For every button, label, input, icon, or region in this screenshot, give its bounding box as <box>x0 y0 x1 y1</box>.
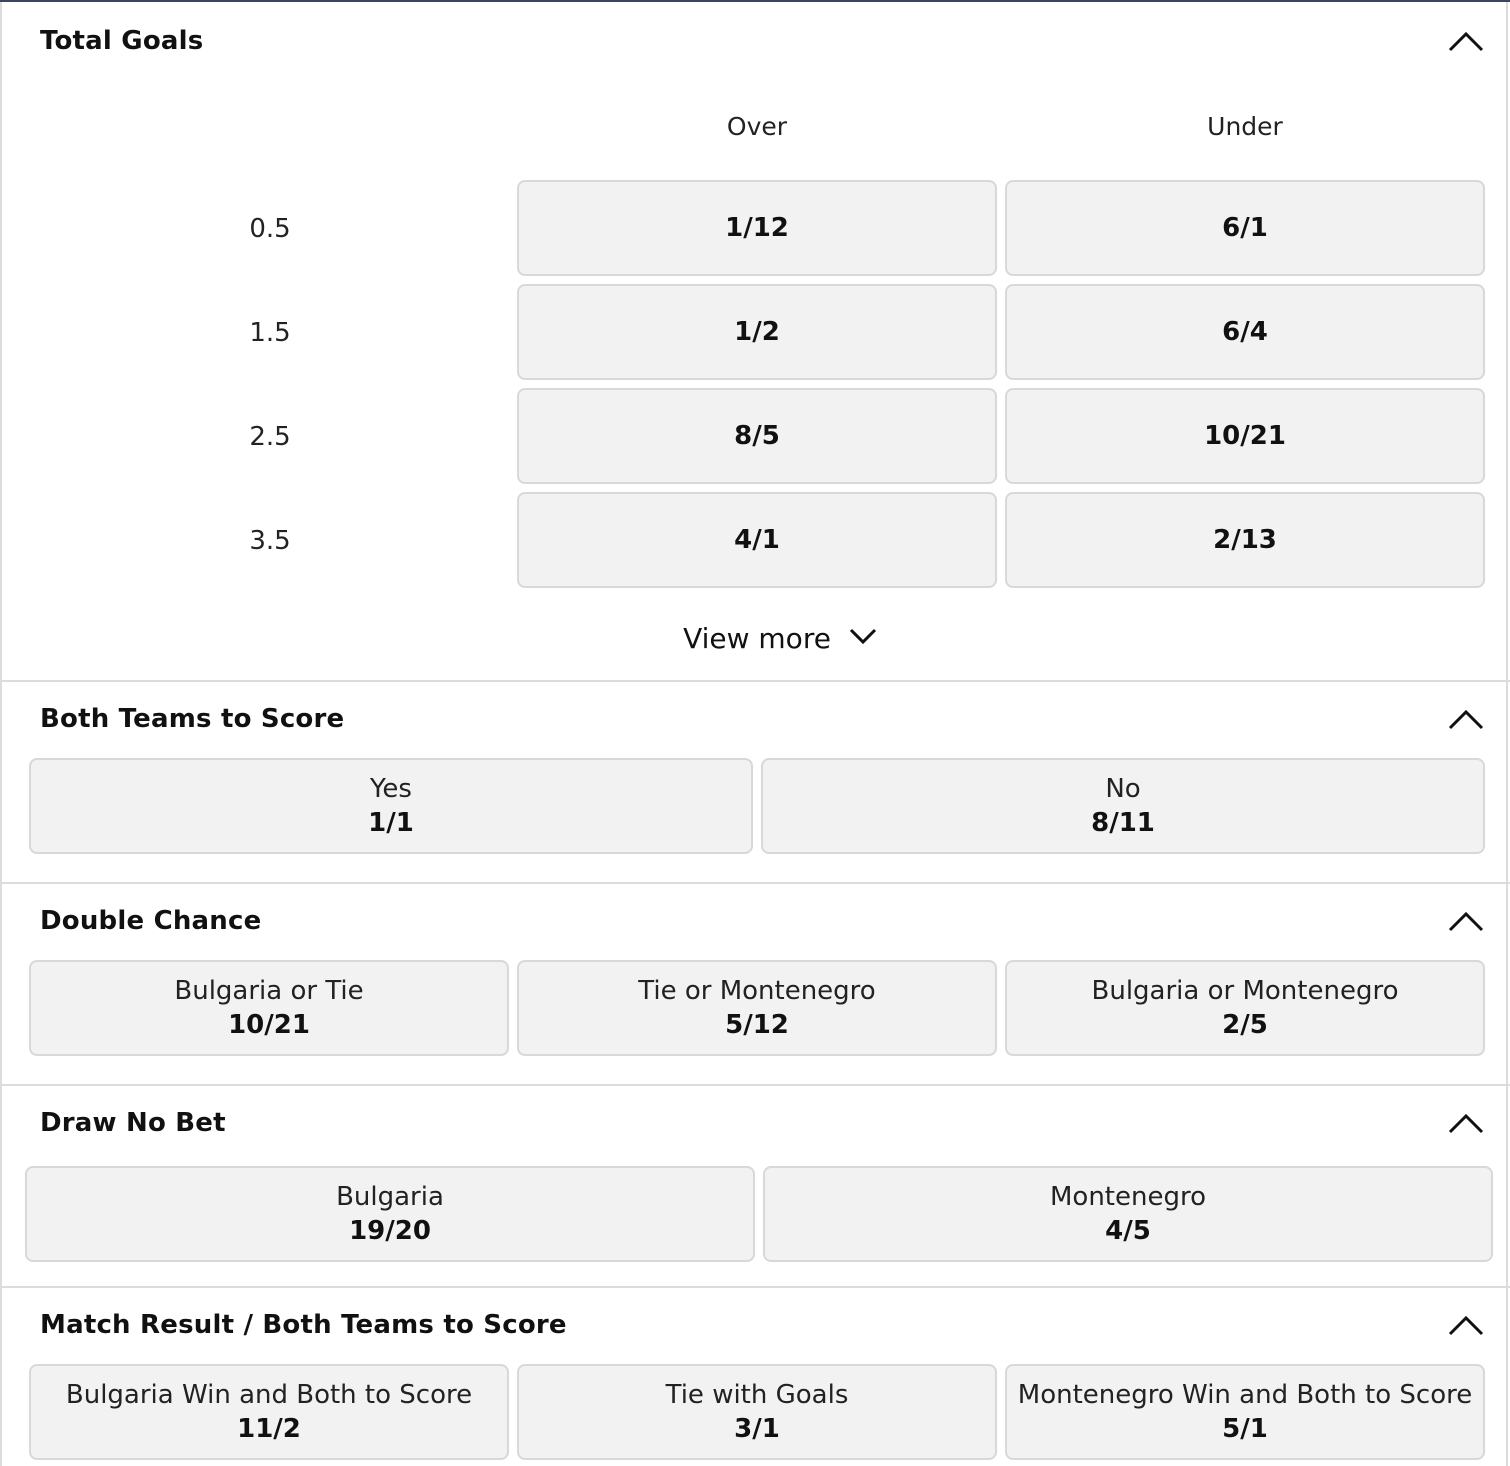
section-divider <box>0 1286 1510 1288</box>
selection-label: Yes <box>370 774 412 804</box>
selection-label: Montenegro Win and Both to Score <box>1017 1380 1473 1410</box>
section-title-double-chance: Double Chance <box>40 906 262 936</box>
column-header-over: Over <box>726 112 788 141</box>
goal-line-label: 0.5 <box>249 214 291 244</box>
odds-value: 19/20 <box>349 1216 431 1246</box>
section-title-total-goals: Total Goals <box>40 26 204 56</box>
odds-value: 2/13 <box>1213 525 1277 555</box>
chevron-up-icon[interactable] <box>1448 30 1484 52</box>
selection-label: Bulgaria <box>336 1182 444 1212</box>
odds-value: 3/1 <box>734 1414 780 1444</box>
selection-label: Bulgaria or Tie <box>174 976 364 1006</box>
column-header-under: Under <box>1207 112 1283 141</box>
over-odds-button[interactable] <box>517 180 997 276</box>
odds-value: 1/2 <box>734 317 780 347</box>
view-more-label: View more <box>683 621 831 655</box>
section-divider <box>0 680 1510 682</box>
odds-value: 10/21 <box>1204 421 1286 451</box>
under-odds-button[interactable] <box>1005 284 1485 380</box>
selection-label: Montenegro <box>1049 1182 1206 1212</box>
btts-yes-button[interactable] <box>29 758 753 854</box>
odds-value: 1/12 <box>725 213 789 243</box>
odds-value: 6/1 <box>1222 213 1268 243</box>
btts-no-button[interactable] <box>761 758 1485 854</box>
odds-value: 6/4 <box>1222 317 1268 347</box>
over-odds-button[interactable] <box>517 284 997 380</box>
odds-value: 5/1 <box>1222 1414 1268 1444</box>
under-odds-button[interactable] <box>1005 180 1485 276</box>
selection-label: Bulgaria or Montenegro <box>1091 976 1399 1006</box>
chevron-down-icon <box>849 627 877 649</box>
section-title-btts: Both Teams to Score <box>40 704 345 734</box>
odds-value: 1/1 <box>368 808 414 838</box>
goal-line-label: 2.5 <box>249 422 291 452</box>
selection-label: Tie or Montenegro <box>638 976 876 1006</box>
chevron-up-icon[interactable] <box>1448 1314 1484 1336</box>
odds-value: 4/5 <box>1105 1216 1151 1246</box>
selection-label: Tie with Goals <box>665 1380 849 1410</box>
odds-value: 4/1 <box>734 525 780 555</box>
odds-value: 5/12 <box>725 1010 789 1040</box>
view-more-button[interactable] <box>640 616 920 660</box>
section-title-result-btts: Match Result / Both Teams to Score <box>40 1310 567 1340</box>
result-btts-option-button[interactable] <box>517 1364 997 1460</box>
odds-value: 8/11 <box>1091 808 1155 838</box>
draw-no-bet-option-button[interactable] <box>25 1166 755 1262</box>
goal-line-label: 1.5 <box>249 318 291 348</box>
section-divider <box>0 1084 1510 1086</box>
draw-no-bet-option-button[interactable] <box>763 1166 1493 1262</box>
under-odds-button[interactable] <box>1005 388 1485 484</box>
section-divider <box>0 882 1510 884</box>
odds-value: 11/2 <box>237 1414 301 1444</box>
chevron-up-icon[interactable] <box>1448 708 1484 730</box>
double-chance-option-button[interactable] <box>29 960 509 1056</box>
selection-label: Bulgaria Win and Both to Score <box>65 1380 473 1410</box>
odds-value: 8/5 <box>734 421 780 451</box>
double-chance-option-button[interactable] <box>517 960 997 1056</box>
chevron-up-icon[interactable] <box>1448 1112 1484 1134</box>
over-odds-button[interactable] <box>517 388 997 484</box>
under-odds-button[interactable] <box>1005 492 1485 588</box>
result-btts-option-button[interactable] <box>29 1364 509 1460</box>
over-odds-button[interactable] <box>517 492 997 588</box>
section-title-draw-no-bet: Draw No Bet <box>40 1108 226 1138</box>
chevron-up-icon[interactable] <box>1448 910 1484 932</box>
double-chance-option-button[interactable] <box>1005 960 1485 1056</box>
result-btts-option-button[interactable] <box>1005 1364 1485 1460</box>
goal-line-label: 3.5 <box>249 526 291 556</box>
odds-value: 2/5 <box>1222 1010 1268 1040</box>
odds-value: 10/21 <box>228 1010 310 1040</box>
selection-label: No <box>1105 774 1141 804</box>
